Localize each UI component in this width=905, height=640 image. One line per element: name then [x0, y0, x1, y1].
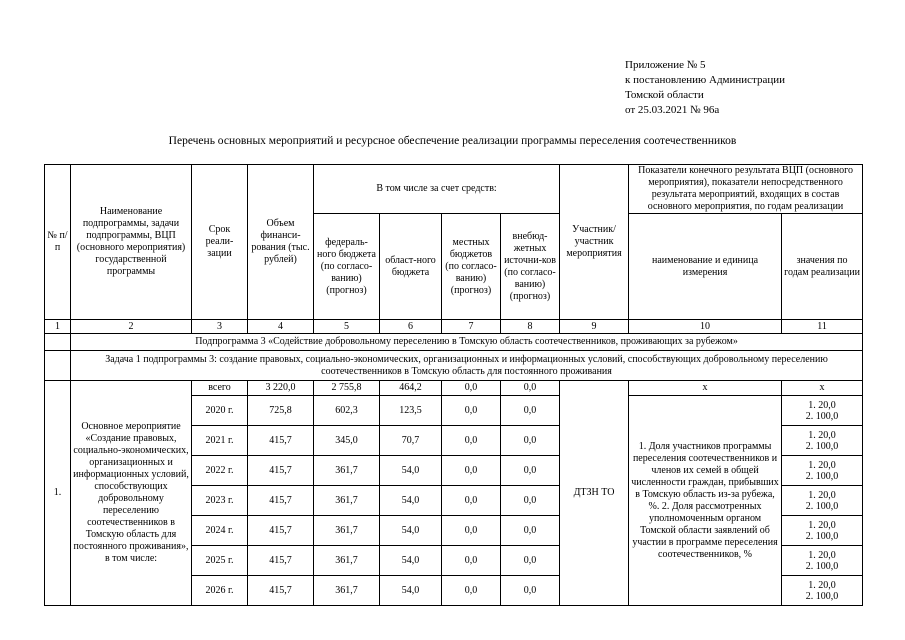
header-ind-values: значения по годам реализации	[782, 214, 863, 320]
header-row	[45, 165, 863, 214]
col-number: 6	[380, 320, 442, 334]
cell-volume: 415,7	[248, 486, 314, 516]
header-name: Наименование подпрограммы, задачи подпрограммы, ВЦП (основного мероприятия) государственной программы	[71, 165, 192, 320]
subprogram-row	[45, 334, 863, 351]
cell-local: 0,0	[442, 516, 501, 546]
cell-extra: 0,0	[501, 426, 560, 456]
header-extra: внебюд-жетных источни-ков (по согласо-ванию) (прогноз)	[501, 214, 560, 320]
cell-local: 0,0	[442, 576, 501, 606]
ind-value-2: 2. 100,0	[805, 500, 839, 512]
ind-value-1: 1. 20,0	[808, 399, 836, 411]
header-num: № п/п	[45, 165, 71, 320]
cell-volume: 725,8	[248, 396, 314, 426]
cell-federal: 361,7	[314, 546, 380, 576]
cell-federal: 361,7	[314, 486, 380, 516]
cell-term: 2021 г.	[192, 426, 248, 456]
cell-local: 0,0	[442, 426, 501, 456]
cell-local: 0,0	[442, 546, 501, 576]
ind-value-2: 2. 100,0	[805, 470, 839, 482]
cell-ind-values	[782, 456, 863, 486]
header-volume: Объем финанси-рования (тыс. рублей)	[248, 165, 314, 320]
cell-volume: 415,7	[248, 456, 314, 486]
col-number: 10	[629, 320, 782, 334]
appendix-line: Приложение № 5	[625, 59, 706, 71]
cell-federal: 361,7	[314, 576, 380, 606]
activity-name: Основное мероприятие «Создание правовых, социально-экономических, организационных и информационных условий, способствующих добровольному переселению соотечественников в Томскую область для постоянного проживания», в том числе:	[71, 381, 192, 606]
ind-value-1: 1. 20,0	[808, 459, 836, 471]
col-number: 8	[501, 320, 560, 334]
cell-regional: 70,7	[380, 426, 442, 456]
cell-volume: 415,7	[248, 576, 314, 606]
header-federal: федераль-ного бюджета (по согласо-ванию) (прогноз)	[314, 214, 380, 320]
cell-regional: 54,0	[380, 456, 442, 486]
table-row	[45, 381, 863, 396]
cell-federal: 602,3	[314, 396, 380, 426]
col-number: 5	[314, 320, 380, 334]
cell-regional: 464,2	[380, 381, 442, 396]
cell-term: 2026 г.	[192, 576, 248, 606]
header-term: Срок реали-зации	[192, 165, 248, 320]
ind-value-1: 1. 20,0	[808, 489, 836, 501]
cell-ind-values	[782, 576, 863, 606]
ind-value-2: 2. 100,0	[805, 410, 839, 422]
cell-regional: 54,0	[380, 576, 442, 606]
col-number: 3	[192, 320, 248, 334]
ind-value-1: 1. 20,0	[808, 519, 836, 531]
col-number: 9	[560, 320, 629, 334]
ind-value-1: 1. 20,0	[808, 429, 836, 441]
ind-value-2: 2. 100,0	[805, 530, 839, 542]
cell-regional: 54,0	[380, 516, 442, 546]
header-indicators: Показатели конечного результата ВЦП (основного мероприятия), показатели непосредственного результата мероприятий, входящих в состав основного мероприятия, по годам реализации	[629, 165, 863, 214]
cell-ind-values	[782, 516, 863, 546]
cell-extra: 0,0	[501, 576, 560, 606]
ind-value-2: 2. 100,0	[805, 440, 839, 452]
cell-ind-values	[782, 426, 863, 456]
cell-ind-name-total: x	[629, 381, 782, 396]
cell-volume: 3 220,0	[248, 381, 314, 396]
cell-extra: 0,0	[501, 486, 560, 516]
subprogram-title: Подпрограмма 3 «Содействие добровольному переселению в Томскую область соотечественников, проживающих за рубежом»	[71, 334, 863, 351]
activity-indicator: 1. Доля участников программы переселения соотечественников и членов их семей в общей численности граждан, прибывших в Томскую область из-за рубежа, %. 2. Доля рассмотренных уполномоченным органом Томской области заявлений об участии в программе переселения соотечественников, %	[629, 396, 782, 606]
cell-local: 0,0	[442, 486, 501, 516]
col-number: 7	[442, 320, 501, 334]
appendix-line: Томской области	[625, 89, 704, 101]
cell-term: 2022 г.	[192, 456, 248, 486]
cell-regional: 123,5	[380, 396, 442, 426]
activity-participant: ДТЗН ТО	[560, 381, 629, 606]
cell-term: 2025 г.	[192, 546, 248, 576]
cell-federal: 2 755,8	[314, 381, 380, 396]
appendix-line: к постановлению Администрации	[625, 74, 786, 86]
cell-extra: 0,0	[501, 396, 560, 426]
cell-regional: 54,0	[380, 546, 442, 576]
cell-federal: 361,7	[314, 516, 380, 546]
cell-local: 0,0	[442, 456, 501, 486]
activities-table	[44, 164, 863, 606]
cell-ind-values	[782, 486, 863, 516]
cell-volume: 415,7	[248, 426, 314, 456]
ind-value-1: 1. 20,0	[808, 579, 836, 591]
col-number: 2	[71, 320, 192, 334]
cell-term: всего	[192, 381, 248, 396]
task-row	[45, 351, 863, 381]
activity-num: 1.	[45, 381, 71, 606]
cell-extra: 0,0	[501, 516, 560, 546]
header-incl: В том числе за счет средств:	[314, 165, 560, 214]
header-regional: област-ного бюджета	[380, 214, 442, 320]
task-title: Задача 1 подпрограммы 3: создание правовых, социально-экономических, организационных и информационных условий, способствующих добровольному переселению соотечественников в Томскую область для постоянного проживания	[71, 351, 863, 381]
cell-ind-values	[782, 396, 863, 426]
col-number: 4	[248, 320, 314, 334]
col-number: 1	[45, 320, 71, 334]
ind-value-1: 1. 20,0	[808, 549, 836, 561]
cell-volume: 415,7	[248, 546, 314, 576]
cell-regional: 54,0	[380, 486, 442, 516]
cell-extra: 0,0	[501, 456, 560, 486]
cell-term: 2024 г.	[192, 516, 248, 546]
cell-federal: 361,7	[314, 456, 380, 486]
cell-ind-values	[782, 546, 863, 576]
ind-value-2: 2. 100,0	[805, 560, 839, 572]
cell-term: 2020 г.	[192, 396, 248, 426]
cell-volume: 415,7	[248, 516, 314, 546]
cell-extra: 0,0	[501, 546, 560, 576]
appendix-line: от 25.03.2021 № 96а	[625, 104, 720, 116]
cell-ind-value-total: x	[782, 381, 863, 396]
appendix-note	[625, 58, 785, 118]
column-numbers-row	[45, 320, 863, 334]
ind-value-2: 2. 100,0	[805, 590, 839, 602]
header-participant: Участник/ участник мероприятия	[560, 165, 629, 320]
cell-local: 0,0	[442, 381, 501, 396]
header-local: местных бюджетов (по согласо-ванию) (прогноз)	[442, 214, 501, 320]
cell-extra: 0,0	[501, 381, 560, 396]
cell-local: 0,0	[442, 396, 501, 426]
col-number: 11	[782, 320, 863, 334]
header-ind-name: наименование и единица измерения	[629, 214, 782, 320]
cell-federal: 345,0	[314, 426, 380, 456]
cell-term: 2023 г.	[192, 486, 248, 516]
page-title: Перечень основных мероприятий и ресурсное обеспечение реализации программы переселения соотечественников	[168, 135, 737, 147]
